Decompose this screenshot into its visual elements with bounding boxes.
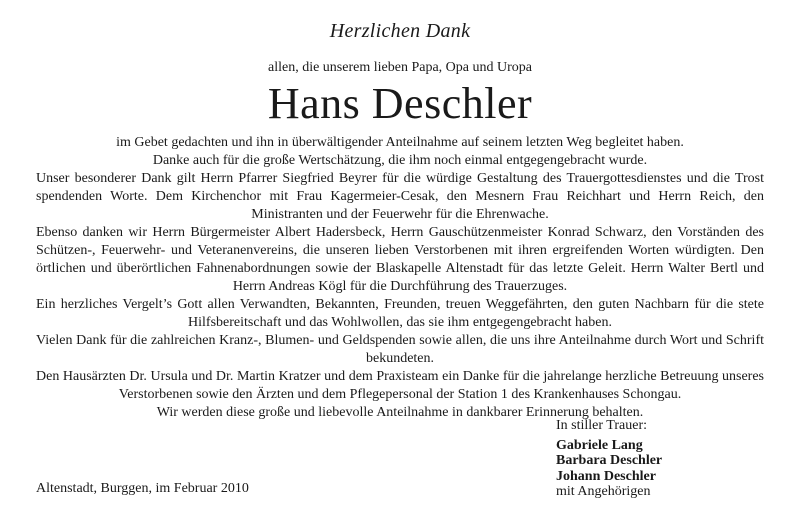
mourners-closing: mit Angehörigen bbox=[556, 484, 651, 499]
mourners-intro: In stiller Trauer: bbox=[556, 418, 647, 433]
mourner-name: Johann Deschler bbox=[556, 468, 656, 484]
deceased-name: Hans Deschler bbox=[267, 79, 533, 128]
paragraph-3: Unser besonderer Dank gilt Herrn Pfarrer Siegfried Beyrer für die würdige Gestaltung des Trauergottesdienstes und die Trost spendenden Worte. Dem Kirchenchor mit Frau Kagermeier-Cesak, den Mesnern Frau Reichhart und Herrn Reich, den Ministranten und der Feuerwehr für die Ehrenwache. bbox=[36, 171, 764, 222]
paragraph-8: Wir werden diese große und liebevolle Anteilnahme in dankbarer Erinnerung behalten. bbox=[156, 405, 644, 420]
place-and-date: Altenstadt, Burggen, im Februar 2010 bbox=[36, 481, 249, 496]
mourner-name: Gabriele Lang bbox=[556, 437, 643, 453]
notice-body bbox=[36, 134, 764, 422]
paragraph-5: Ein herzliches Vergelt’s Gott allen Verwandten, Bekannten, Freunden, treuen Weggefährten, den guten Nachbarn für die stete Hilfsbereitschaft und das Wohlwollen, das sie ihm entgegengebracht haben. bbox=[36, 297, 764, 330]
mourners-block bbox=[556, 418, 662, 500]
notice-heading: Herzlichen Dank bbox=[329, 20, 471, 42]
paragraph-6: Vielen Dank für die zahlreichen Kranz-, Blumen- und Geldspenden sowie allen, die uns ihre Anteilnahme durch Wort und Schrift bekundeten. bbox=[36, 333, 764, 366]
paragraph-1: im Gebet gedachten und ihn in überwältigender Anteilnahme auf seinem letzten Weg begleitet haben. bbox=[116, 135, 684, 150]
notice-intro: allen, die unserem lieben Papa, Opa und Uropa bbox=[268, 60, 532, 75]
mourner-name: Barbara Deschler bbox=[556, 453, 663, 468]
paragraph-2: Danke auch für die große Wertschätzung, die ihm noch einmal entgegengebracht wurde. bbox=[152, 153, 648, 168]
paragraph-7: Den Hausärzten Dr. Ursula und Dr. Martin Kratzer und dem Praxisteam ein Danke für die jahrelange herzliche Betreuung unseres Verstorbenen sowie den Ärzten und dem Pflegepersonal der Station 1 des Krankenhauses Schongau. bbox=[36, 369, 764, 402]
paragraph-4: Ebenso danken wir Herrn Bürgermeister Albert Hadersbeck, Herrn Gauschützenmeister Konrad Schwarz, den Vorständen des Schützen-, Feuerwehr- und Veteranenvereins, die unseren lieben Verstorbenen mit ihren ergreifenden Worten würdigten. Den örtlichen und überörtlichen Fahnenabordnungen sowie der Blaskapelle Altenstadt für das letzte Geleit. Herrn Walter Bertl und Herrn Andreas Kögl für die Durchführung des Trauerzuges. bbox=[36, 225, 764, 294]
